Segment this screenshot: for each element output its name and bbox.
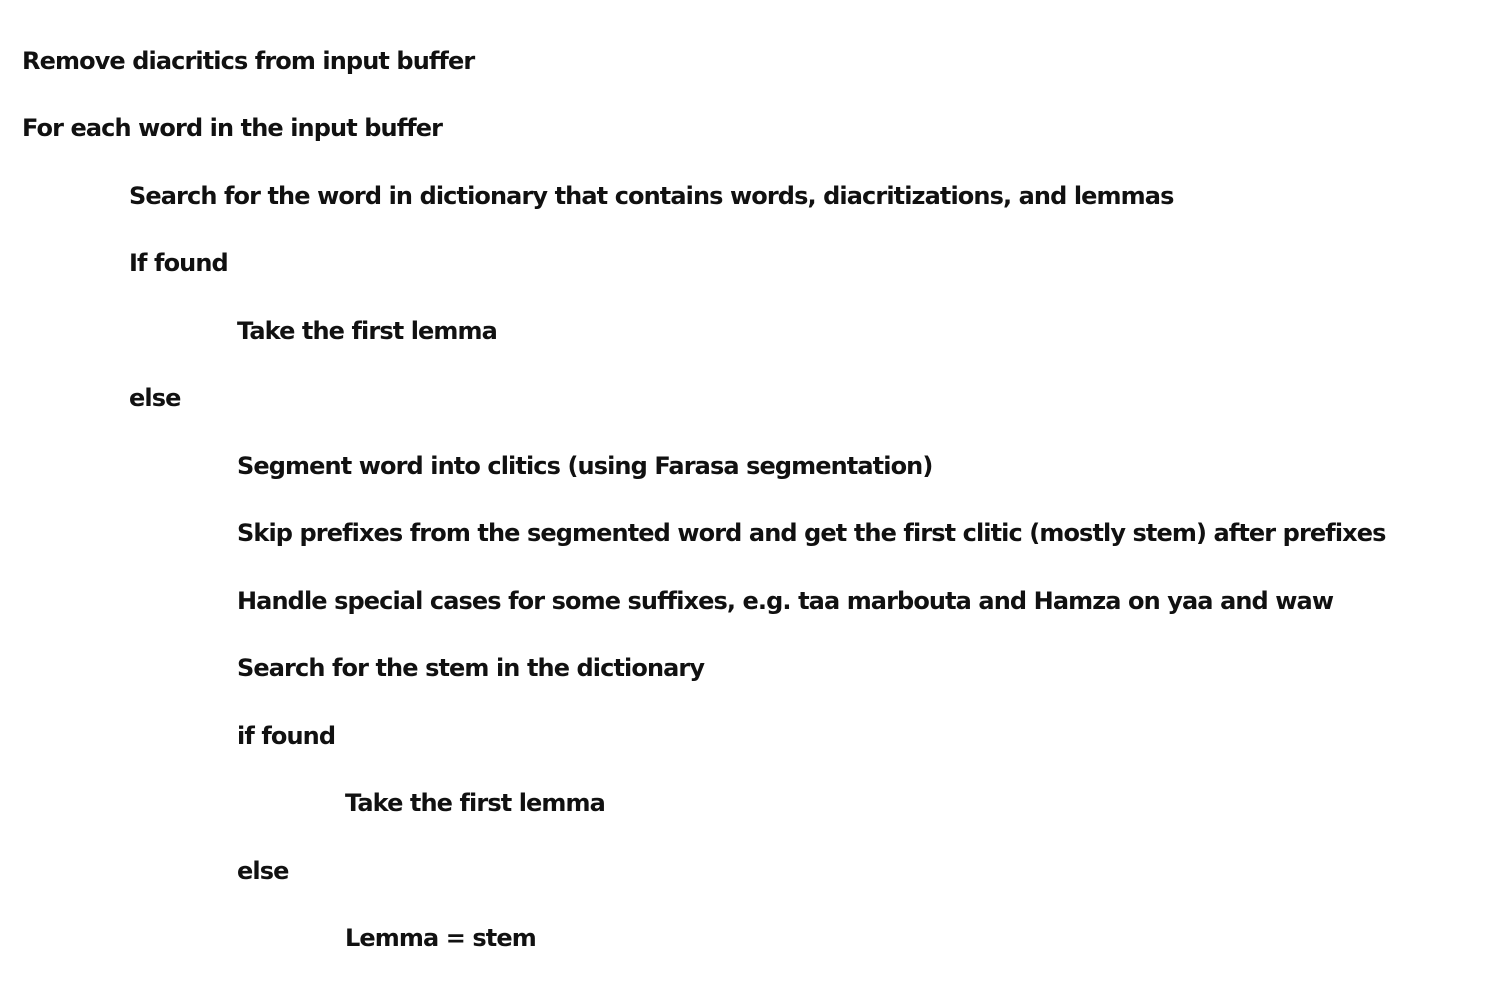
line-search-stem: Search for the stem in the dictionary <box>237 654 705 682</box>
line-else: else <box>129 384 181 412</box>
line-for-each-word: For each word in the input buffer <box>22 114 443 142</box>
line-segment-word: Segment word into clitics (using Farasa segmentation) <box>237 452 933 480</box>
line-if-found: If found <box>129 249 228 277</box>
line-take-first-lemma-stem: Take the first lemma <box>345 789 605 817</box>
line-search-word-dictionary: Search for the word in dictionary that contains words, diacritizations, and lemmas <box>129 182 1174 210</box>
line-handle-special-cases: Handle special cases for some suffixes, e.g. taa marbouta and Hamza on yaa and waw <box>237 587 1334 615</box>
line-else-stem: else <box>237 857 289 885</box>
line-remove-diacritics: Remove diacritics from input buffer <box>22 47 475 75</box>
line-skip-prefixes: Skip prefixes from the segmented word and get the first clitic (mostly stem) after prefixes <box>237 519 1386 547</box>
line-if-found-stem: if found <box>237 722 336 750</box>
line-lemma-equals-stem: Lemma = stem <box>345 924 536 952</box>
line-take-first-lemma: Take the first lemma <box>237 317 497 345</box>
